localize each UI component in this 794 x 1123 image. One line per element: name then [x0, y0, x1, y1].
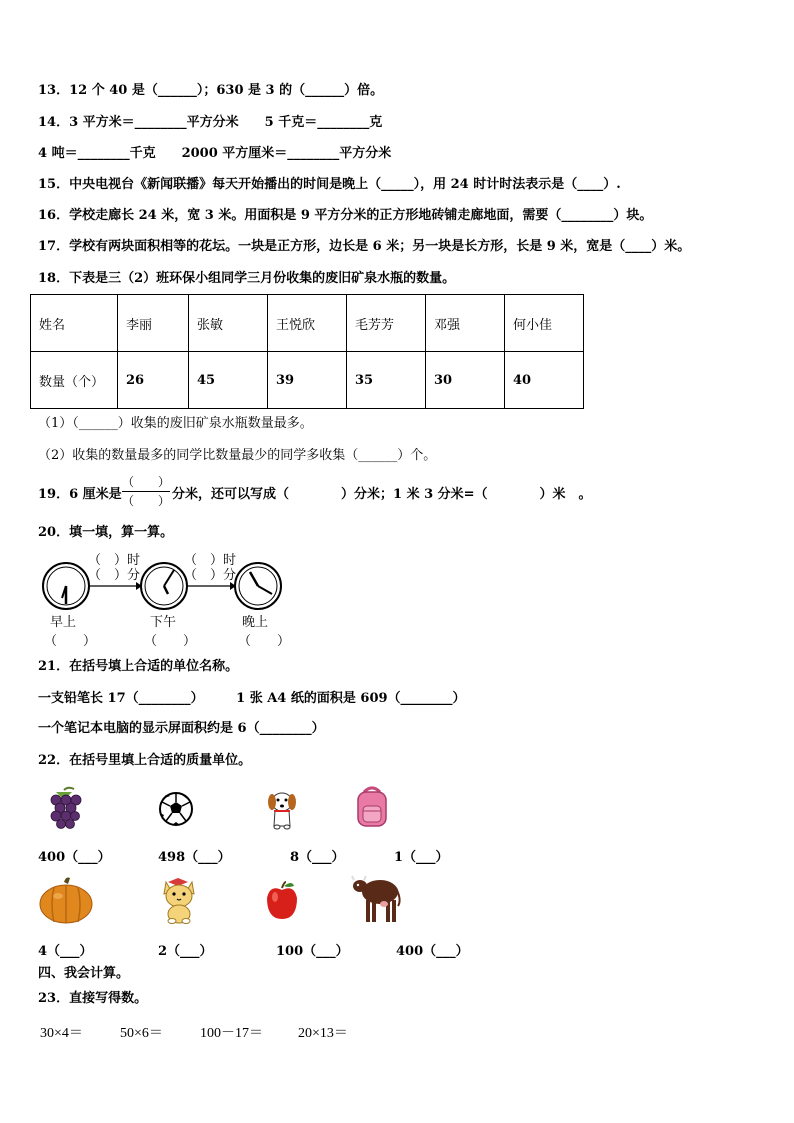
table-cell: 40	[505, 352, 584, 409]
backpack-icon	[352, 784, 392, 830]
question-21: 21．在括号填上合适的单位名称。	[38, 659, 239, 674]
mass-blank: 100（___）	[276, 944, 349, 959]
grapes-icon	[46, 786, 86, 830]
mass-blank: 4（___）	[38, 944, 93, 959]
calc-item: 20×13＝	[298, 1026, 348, 1041]
fraction-denominator: （ ）	[122, 494, 171, 508]
question-13: 13．12 个 40 是（______）；630 是 3 的（______）倍。	[38, 83, 384, 98]
clock-icon	[43, 563, 89, 609]
question-16: 16．学校走廊长 24 米，宽 3 米。用面积是 9 平方分米的正方形地砖铺走廊地面，需要（________）块。	[38, 208, 653, 223]
table-row	[31, 352, 584, 409]
mass-blank: 498（___）	[158, 850, 231, 865]
table-cell: 李丽	[118, 295, 189, 352]
table-cell: 35	[347, 352, 426, 409]
blank-minute: （ ）分	[184, 568, 237, 583]
fraction-bar	[122, 491, 170, 492]
question-14a: 14．3 平方米＝________平方分米 5 千克＝________克	[38, 115, 383, 130]
question-18: 18．下表是三（2）班环保小组同学三月份收集的废旧矿泉水瓶的数量。	[38, 271, 456, 286]
question-19-prefix: 19．6 厘米是	[38, 487, 122, 502]
blank-time: （ ）	[238, 634, 291, 649]
question-19-suffix: 分米，还可以写成（ ）分米；1 米 3 分米=（ ）米 。	[172, 487, 592, 502]
table-cell: 30	[426, 352, 505, 409]
mass-blank: 2（___）	[158, 944, 213, 959]
cow-icon	[350, 870, 404, 928]
table-cell: 何小佳	[505, 295, 584, 352]
table-cell: 45	[189, 352, 268, 409]
arrow-icon	[188, 582, 236, 590]
mass-blank: 1（___）	[394, 850, 449, 865]
clock-icon	[235, 563, 281, 609]
blank-time: （ ）	[44, 634, 97, 649]
soccer-ball-icon	[158, 791, 194, 827]
blank-time: （ ）	[144, 634, 197, 649]
mass-blank: 400（___）	[396, 944, 469, 959]
question-21a: 一支铅笔长 17（________） 1 张 A4 纸的面积是 609（________）	[38, 691, 466, 706]
fraction	[122, 474, 170, 509]
apple-icon	[264, 880, 300, 920]
question-15: 15．中央电视台《新闻联播》每天开始播出的时间是晚上（_____），用 24 时计时法表示是（____）.	[38, 177, 621, 192]
table-cell: 姓名	[31, 295, 118, 352]
bottle-table	[30, 294, 584, 409]
calc-item: 30×4＝	[40, 1026, 83, 1041]
blank-hour: （ ）时	[88, 553, 141, 568]
arrow-icon	[90, 582, 142, 590]
question-17: 17．学校有两块面积相等的花坛。一块是正方形，边长是 6 米；另一块是长方形，长是 9 米，宽是（____）米。	[38, 239, 691, 254]
blank-hour: （ ）时	[184, 553, 237, 568]
question-21b: 一个笔记本电脑的显示屏面积约是 6（________）	[38, 721, 325, 736]
table-cell: 39	[268, 352, 347, 409]
calc-item: 50×6＝	[120, 1026, 163, 1041]
clock-icon	[141, 563, 187, 609]
question-23: 23．直接写得数。	[38, 991, 148, 1006]
question-20: 20．填一填，算一算。	[38, 525, 174, 540]
label-evening: 晚上	[242, 615, 269, 630]
table-cell: 26	[118, 352, 189, 409]
label-morning: 早上	[50, 615, 77, 630]
table-cell: 张敏	[189, 295, 268, 352]
table-cell: 数量（个）	[31, 352, 118, 409]
table-cell: 毛芳芳	[347, 295, 426, 352]
section-heading: 四、我会计算。	[38, 966, 130, 981]
question-18-1: （1）（______）收集的废旧矿泉水瓶数量最多。	[38, 416, 313, 431]
clocks-diagram	[40, 552, 290, 612]
table-row	[31, 295, 584, 352]
fraction-numerator: （ ）	[122, 475, 171, 489]
mass-blank: 400（___）	[38, 850, 111, 865]
pumpkin-icon	[38, 876, 94, 924]
question-22: 22．在括号里填上合适的质量单位。	[38, 753, 252, 768]
question-14b: 4 吨＝________千克 2000 平方厘米＝________平方分米	[38, 146, 392, 161]
question-18-2: （2）收集的数量最多的同学比数量最少的同学多收集（______）个。	[38, 448, 437, 463]
blank-minute: （ ）分	[88, 568, 141, 583]
cat-icon	[158, 876, 200, 924]
table-cell: 王悦欣	[268, 295, 347, 352]
table-cell: 邓强	[426, 295, 505, 352]
dog-icon	[262, 788, 302, 830]
label-afternoon: 下午	[150, 615, 177, 630]
mass-blank: 8（___）	[290, 850, 345, 865]
calc-item: 100－17＝	[200, 1026, 263, 1041]
